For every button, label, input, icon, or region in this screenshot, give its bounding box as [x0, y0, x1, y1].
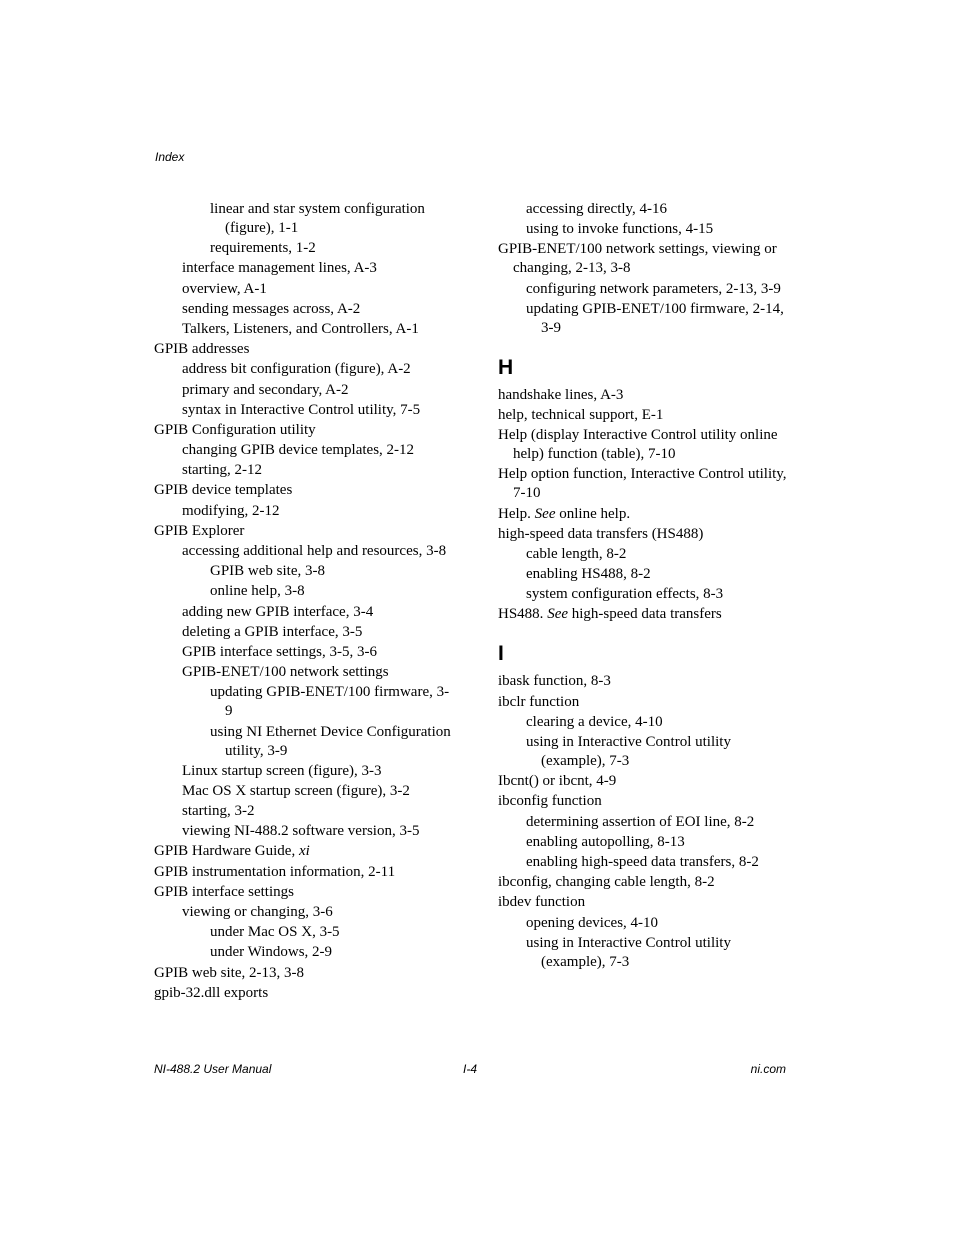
index-entry: configuring network parameters, 2-13, 3-9 [526, 280, 781, 297]
index-entry: using NI Ethernet Device Configuration utility, 3-9 [210, 723, 451, 759]
index-entry-text: Help. [498, 505, 535, 522]
index-entry: GPIB web site, 3-8 [210, 563, 325, 580]
index-entry: enabling HS488, 8-2 [526, 566, 651, 583]
index-entry: primary and secondary, A-2 [182, 381, 349, 398]
index-entry: ibclr function [498, 693, 580, 710]
index-entry: GPIB-ENET/100 network settings [182, 664, 389, 681]
index-entry: GPIB interface settings, 3-5, 3-6 [182, 643, 377, 660]
index-entry: GPIB-ENET/100 network settings, viewing or changing, 2-13, 3-8 [498, 241, 777, 277]
index-entry: viewing NI-488.2 software version, 3-5 [182, 823, 420, 840]
index-entry: accessing directly, 4-16 [526, 201, 668, 217]
index-entry [498, 605, 798, 624]
index-entry: using to invoke functions, 4-15 [526, 221, 714, 238]
index-entry: Help option function, Interactive Control utility, 7-10 [498, 466, 787, 502]
footer-page-number: I-4 [463, 1062, 478, 1076]
footer-website: ni.com [750, 1062, 786, 1076]
index-entry: Ibcnt() or ibcnt, 4-9 [498, 773, 617, 790]
index-entry: online help, 3-8 [210, 583, 305, 600]
index-entry-italic: xi [298, 843, 310, 860]
index-entry: accessing additional help and resources, 3-8 [182, 543, 447, 559]
index-entry: modifying, 2-12 [182, 502, 280, 519]
index-entry: overview, A-1 [182, 280, 267, 297]
index-entry-italic: See [547, 606, 569, 623]
index-entry: deleting a GPIB interface, 3-5 [182, 623, 363, 640]
index-entry: enabling autopolling, 8-13 [526, 833, 685, 850]
index-entry: GPIB device templates [154, 482, 293, 499]
index-entry: determining assertion of EOI line, 8-2 [526, 813, 755, 830]
index-entry: ibask function, 8-3 [498, 673, 611, 690]
index-entry: Linux startup screen (figure), 3-3 [182, 762, 382, 779]
index-entry: GPIB addresses [154, 341, 250, 358]
index-entry: requirements, 1-2 [210, 240, 316, 257]
index-entry: Mac OS X startup screen (figure), 3-2 [182, 782, 410, 799]
index-entry [154, 842, 454, 861]
index-entry-text: GPIB Hardware Guide, [154, 843, 299, 860]
index-entry: under Mac OS X, 3-5 [210, 924, 340, 941]
index-entry: cable length, 8-2 [526, 545, 627, 562]
index-entry: enabling high-speed data transfers, 8-2 [526, 853, 759, 870]
index-entry: starting, 3-2 [182, 803, 255, 820]
index-entry: under Windows, 2-9 [210, 944, 333, 961]
index-entry: GPIB Explorer [154, 522, 245, 539]
index-entry: updating GPIB-ENET/100 firmware, 2-14, 3-9 [526, 300, 784, 336]
index-entry: Talkers, Listeners, and Controllers, A-1 [182, 320, 419, 337]
index-entry: ibdev function [498, 894, 586, 911]
section-letter-h: H [498, 355, 514, 379]
index-entry: starting, 2-12 [182, 462, 262, 479]
index-column-right [498, 200, 798, 973]
index-entry: updating GPIB-ENET/100 firmware, 3-9 [210, 684, 450, 720]
index-entry-text-after: online help. [555, 505, 631, 522]
running-header: Index [155, 150, 185, 164]
index-entry: clearing a device, 4-10 [526, 713, 663, 730]
index-entry: interface management lines, A-3 [182, 260, 377, 277]
index-entry: Help (display Interactive Control utility online help) function (table), 7-10 [498, 427, 778, 463]
index-entry: ibconfig, changing cable length, 8-2 [498, 874, 715, 891]
index-entry: GPIB Configuration utility [154, 421, 316, 438]
index-column-left [154, 200, 454, 1004]
index-entry: using in Interactive Control utility (example), 7-3 [526, 934, 731, 970]
index-entry: help, technical support, E-1 [498, 406, 664, 423]
index-entry: system configuration effects, 8-3 [526, 586, 724, 603]
index-entry: GPIB interface settings [154, 883, 294, 900]
index-entry-text: HS488. [498, 606, 548, 623]
index-entry [498, 505, 798, 524]
index-entry: viewing or changing, 3-6 [182, 904, 333, 920]
index-entry: opening devices, 4-10 [526, 914, 659, 931]
index-entry: high-speed data transfers (HS488) [498, 525, 704, 542]
index-entry: gpib-32.dll exports [154, 984, 269, 1001]
index-entry: address bit configuration (figure), A-2 [182, 361, 411, 378]
index-entry: using in Interactive Control utility (example), 7-3 [526, 734, 731, 769]
index-entry: sending messages across, A-2 [182, 300, 361, 317]
footer-manual-title: NI-488.2 User Manual [154, 1062, 272, 1076]
index-entry-text-after: high-speed data transfers [568, 606, 722, 623]
index-entry: ibconfig function [498, 793, 602, 810]
index-entry-italic: See [534, 505, 556, 522]
index-entry: handshake lines, A-3 [498, 386, 624, 403]
index-entry: linear and star system configuration (figure), 1-1 [210, 201, 425, 236]
index-entry: adding new GPIB interface, 3-4 [182, 603, 374, 620]
index-entry: syntax in Interactive Control utility, 7-5 [182, 401, 421, 418]
index-entry: GPIB web site, 2-13, 3-8 [154, 964, 304, 981]
section-letter-i: I [498, 642, 504, 666]
index-entry: changing GPIB device templates, 2-12 [182, 442, 415, 459]
index-entry: GPIB instrumentation information, 2-11 [154, 863, 396, 880]
